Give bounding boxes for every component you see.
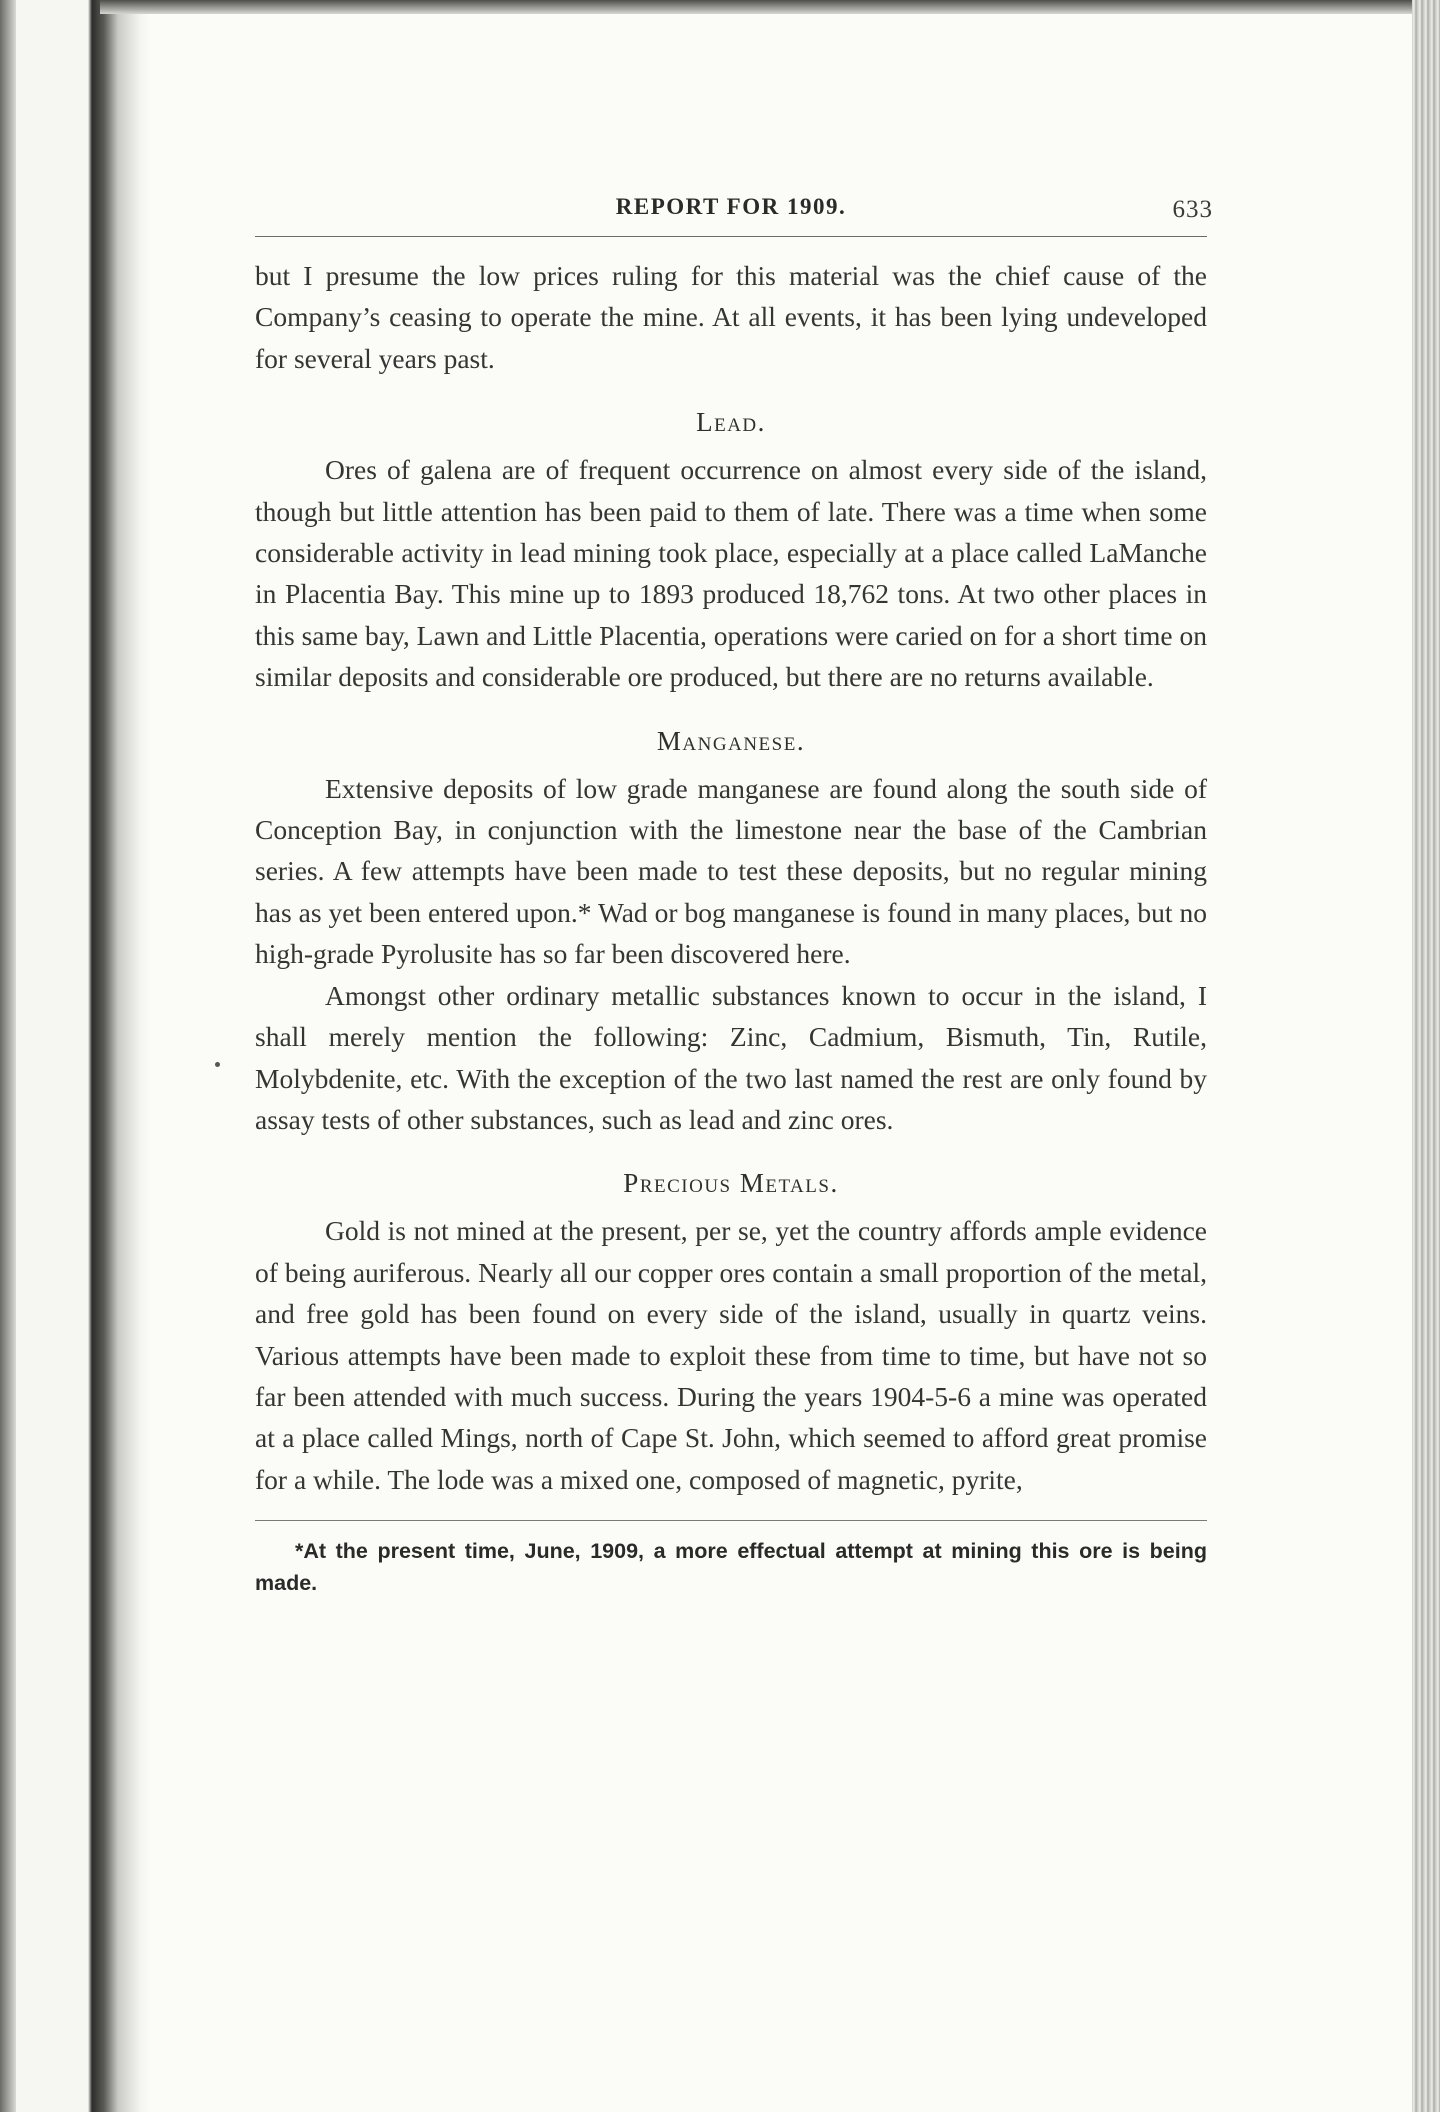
stray-ink-mark — [215, 1062, 220, 1067]
paragraph-other-metals: Amongst other ordinary metallic substances known to occur in the island, I shall merely mention the following: Zinc, Cadmium, Bismuth, Tin, Rutile, Molybdenite, etc. With the exception of the two last named the rest are only found by assay tests of other substances, such as lead and zinc ores. — [255, 979, 1207, 1135]
page-top-edge — [100, 0, 1412, 14]
running-title: REPORT FOR 1909. — [615, 194, 847, 219]
paragraph-continued: but I presume the low prices ruling for this material was the chief cause of the Company’s ceasing to operate the mine. At all events, it has been lying undeveloped for several years past. — [255, 260, 1207, 374]
paragraph-lead: Ores of galena are of frequent occurrence on almost every side of the island, though but little attention has been paid to them of late. There was a time when some considerable activity in lead mining took place, especially at a place called LaManche in Placentia Bay. This mine up to 1893 produced 18,762 tons. At two other places in this same bay, Lawn and Little Placentia, operations were caried on for a short time on similar deposits and considerable ore produced, but there are no returns available. — [255, 454, 1207, 693]
section-heading-manganese: Manganese. — [656, 725, 806, 756]
book-binding-shadow — [0, 0, 150, 2112]
paragraph-manganese: Extensive deposits of low grade manganese are found along the south side of Conception Bay, in conjunction with the limestone near the base of the Cambrian series. A few attempts have been made to test these deposits, but no regular mining has as yet been entered upon.* Wad or bog manganese is found in many places, but no high-grade Pyrolusite has so far been discovered here. — [255, 772, 1207, 970]
page-number: 633 — [1172, 196, 1213, 223]
section-heading-precious-metals: Precious Metals. — [623, 1168, 839, 1199]
footnote-divider — [255, 1520, 1207, 1521]
page-stack-edge — [1412, 0, 1440, 2112]
running-header — [255, 192, 1213, 237]
page-content — [255, 192, 1213, 1621]
section-heading-lead: Lead. — [696, 407, 766, 438]
footnote: *At the present time, June, 1909, a more effectual attempt at mining this ore is being made. — [255, 1539, 1207, 1596]
paragraph-precious-metals: Gold is not mined at the present, per se, yet the country affords ample evidence of being auriferous. Nearly all our copper ores contain a small proportion of the metal, and free gold has been found on every side of the island, usually in quartz veins. Various attempts have been made to exploit these from time to time, but have not so far been attended with much success. During the years 1904-5-6 a mine was operated at a place called Mings, north of Cape St. John, which seemed to afford great promise for a while. The lode was a mixed one, composed of magnetic, pyrite, — [255, 1215, 1207, 1495]
facing-page-edge — [0, 0, 16, 2112]
